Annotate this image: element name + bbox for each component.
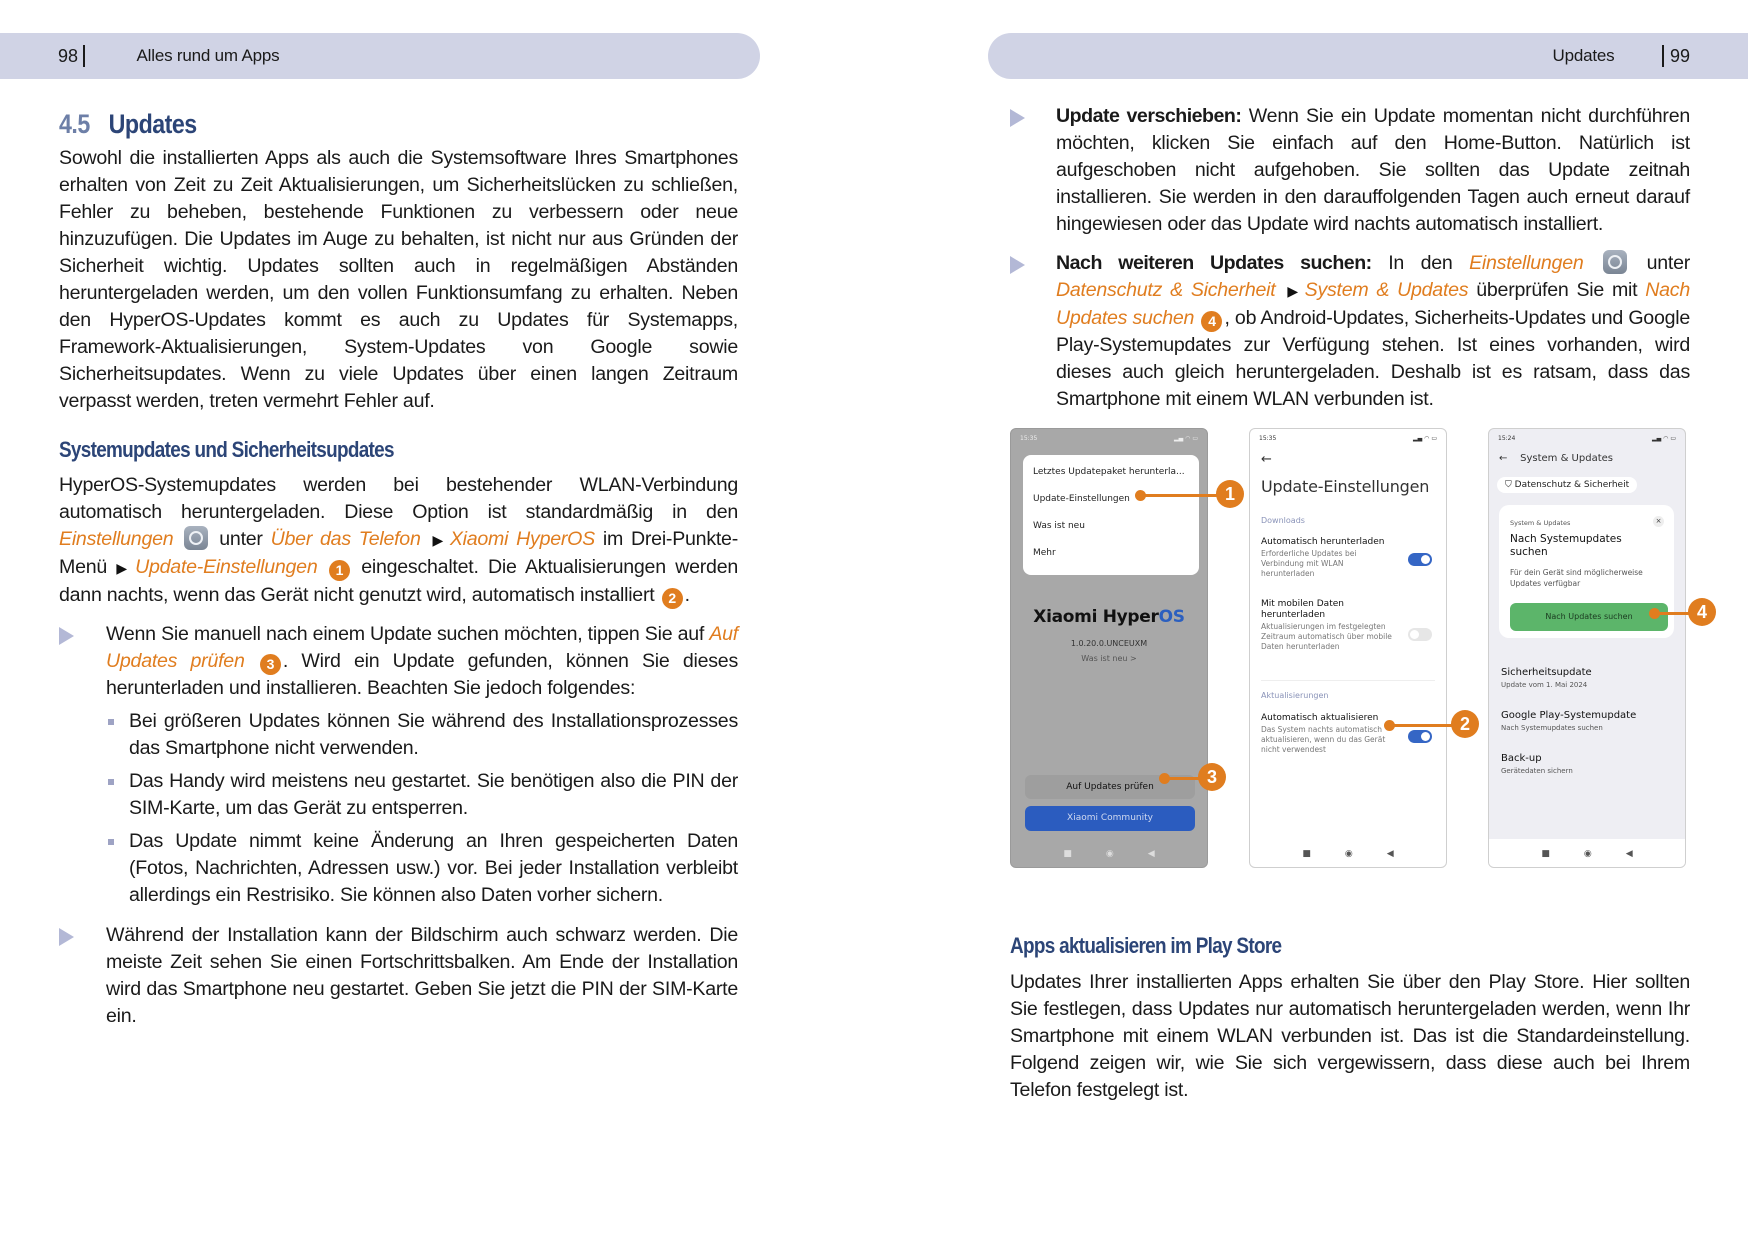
status-time: 15:35 bbox=[1020, 435, 1038, 442]
sub-list-item-text: Bei größeren Updates können Sie während des Installationsprozesses das Smartphone nicht verwenden. bbox=[129, 710, 738, 759]
setting-desc: Aktualisierungen im festgelegten Zeitraum automatisch über mobile Daten herunterladen bbox=[1261, 622, 1392, 651]
right-page-header bbox=[988, 33, 1748, 79]
group-label: Aktualisierungen bbox=[1261, 691, 1329, 700]
callout-badge-4: 4 bbox=[1201, 311, 1222, 332]
community-button[interactable]: Xiaomi Community bbox=[1025, 806, 1195, 831]
brand-accent: OS bbox=[1158, 607, 1185, 627]
header-separator bbox=[1662, 45, 1664, 67]
list-item-sub: Update vom 1. Mai 2024 bbox=[1501, 681, 1588, 689]
link-xiaomi-hyperos: Xiaomi HyperOS bbox=[449, 528, 595, 550]
breadcrumb-chip[interactable] bbox=[1497, 477, 1637, 493]
running-title: Updates bbox=[1552, 46, 1615, 65]
sub-list-item-text: Das Update nimmt keine Änderung an Ihren gespeicherten Daten (Fotos, Nachrichten, Adressen usw.) vor. Bei jeder Installation verbleibt allerdings ein Restrisiko. Sie können also Daten vorher sichern. bbox=[129, 830, 738, 906]
sub-list-item-text: Das Handy wird meistens neu gestartet. Sie benötigen also die PIN der SIM-Karte, um das Gerät zu entsperren. bbox=[129, 770, 738, 819]
recents-icon[interactable]: ■ bbox=[1063, 849, 1072, 859]
left-page-body bbox=[59, 104, 738, 1030]
section-title bbox=[59, 104, 643, 144]
list-item-sub: Gerätedaten sichern bbox=[1501, 767, 1573, 775]
list-item-text bbox=[106, 621, 738, 702]
text: im Drei-Punkte-Menü bbox=[59, 528, 738, 578]
brand-text: Xiaomi Hyper bbox=[1033, 607, 1159, 627]
setting-title: Automatisch herunterladen bbox=[1261, 537, 1385, 547]
screenshot-update-settings bbox=[1249, 428, 1447, 868]
right-page-body bbox=[1010, 103, 1690, 413]
status-icons: ▂▄ ◠ ▭ bbox=[1413, 435, 1437, 442]
link-datenschutz-sicherheit: Datenschutz & Sicherheit bbox=[1056, 279, 1276, 301]
callout-badge-3: 3 bbox=[260, 654, 281, 675]
list-item-title[interactable]: Google Play-Systemupdate bbox=[1501, 710, 1637, 721]
text: . Wird ein Update gefunden, können Sie dieses herunterladen und installieren. Beachten Sie jedoch folgendes: bbox=[106, 650, 738, 699]
header-separator bbox=[83, 45, 85, 67]
hyperos-logo bbox=[1011, 607, 1207, 627]
list-item-sub: Nach Systemupdates suchen bbox=[1501, 724, 1603, 732]
card-kicker: System & Updates bbox=[1510, 519, 1571, 527]
link-update-einstellungen: Update-Einstellungen bbox=[135, 556, 318, 578]
square-bullet-icon bbox=[108, 719, 114, 725]
card-desc: Für dein Gerät sind möglicherweise Updates verfügbar bbox=[1510, 568, 1643, 588]
text: HyperOS-Systemupdates werden bei bestehender WLAN-Verbindung automatisch heruntergeladen. Diese Option ist standardmäßig in den bbox=[59, 474, 738, 523]
paragraph: Updates Ihrer installierten Apps erhalten Sie über den Play Store. Hier sollten Sie festlegen, dass Updates nur automatisch heruntergeladen werden, wenn Ihr Smartphone mit einem WLAN verbunden ist. Das ist die Standardeinstellung. Folgend zeigen wir, wie Sie sich vergewissern, dass diese auch bei Ihrem Telefon festgelegt ist. bbox=[1010, 971, 1690, 1101]
nav-bar bbox=[1489, 849, 1685, 859]
list-item-title[interactable]: Sicherheitsupdate bbox=[1501, 667, 1592, 678]
list-item-text: Während der Installation kann der Bildschirm auch schwarz werden. Die meiste Zeit sehen Sie einen Fortschrittsbalken. Am Ende der Installation wird das Smartphone neu gestartet. Geben Sie jetzt die PIN der SIM-Karte ein. bbox=[106, 924, 738, 1027]
text: , ob Android-Updates, Sicherheits-Updates und Google Play-Systemupdates zur Verfügung stehen. Ist eines vorhanden, wird dieses auch gleich heruntergeladen. Deshalb ist es ratsam, dass das Smartphone mit einem WLAN verbunden ist. bbox=[1056, 307, 1690, 410]
auto-update-toggle[interactable] bbox=[1408, 730, 1432, 743]
paragraph bbox=[59, 472, 738, 609]
page-number: 99 bbox=[1669, 45, 1690, 66]
list-item-lead: Update verschieben: bbox=[1056, 105, 1242, 127]
link-nach-updates-suchen: Nach Updates suchen bbox=[1056, 279, 1690, 329]
text: eingeschaltet. Die Aktualisierungen werden dann nachts, wenn das Gerät nicht genutzt wird, automatisch installiert bbox=[59, 556, 738, 606]
sub-list-item bbox=[106, 828, 738, 909]
back-arrow-icon[interactable]: ← bbox=[1261, 452, 1272, 467]
setting-desc: Erforderliche Updates bei Verbindung mit WLAN herunterladen bbox=[1261, 549, 1357, 578]
text: unter bbox=[1630, 252, 1690, 274]
divider bbox=[1261, 680, 1435, 681]
setting-desc: Das System nachts automatisch aktualisieren, wenn du das Gerät nicht verwendest bbox=[1261, 725, 1386, 754]
list-item-lead: Nach weiteren Updates suchen: bbox=[1056, 252, 1372, 274]
section-title-text: Updates bbox=[108, 109, 197, 139]
list-item-text bbox=[1056, 103, 1690, 238]
whats-new-link[interactable]: Was ist neu > bbox=[1081, 654, 1137, 663]
home-icon[interactable]: ◉ bbox=[1583, 849, 1592, 859]
version-text: 1.0.20.0.UNCEUXM bbox=[1070, 639, 1148, 648]
chip-label: Datenschutz & Sicherheit bbox=[1514, 480, 1630, 490]
shield-icon: ⛉ bbox=[1505, 480, 1512, 490]
text: überprüfen Sie mit bbox=[1468, 279, 1646, 301]
back-arrow-icon[interactable]: ← bbox=[1499, 453, 1508, 464]
link-einstellungen: Einstellungen bbox=[1469, 252, 1584, 274]
list-item bbox=[59, 621, 738, 909]
arrow-bullet-icon bbox=[59, 627, 74, 645]
sub-list-item bbox=[106, 768, 738, 822]
mobile-data-toggle[interactable] bbox=[1408, 628, 1432, 641]
callout-badge-1: 1 bbox=[329, 560, 350, 581]
group-label: Downloads bbox=[1261, 516, 1305, 525]
text: Wenn Sie ein Update momentan nicht durchführen möchten, klicken Sie einfach auf den Home-Button. Natürlich ist aufgeschoben nicht aufgehoben. Sie sollten das Update zeitnah installieren. Sie werden in den darauffolgenden Tagen auch erneut darauf hingewiesen oder das Update wird nachts automatisch installiert. bbox=[1056, 105, 1691, 235]
recents-icon[interactable]: ■ bbox=[1302, 849, 1311, 859]
list-item-title[interactable]: Back-up bbox=[1501, 753, 1542, 764]
nav-bar bbox=[1250, 849, 1446, 859]
settings-gear-icon bbox=[1603, 250, 1627, 274]
sub-list-item bbox=[106, 708, 738, 762]
arrow-bullet-icon bbox=[1010, 256, 1025, 274]
status-bar bbox=[1020, 435, 1198, 442]
update-card bbox=[1499, 505, 1674, 638]
callout-number-4: 4 bbox=[1688, 598, 1716, 626]
status-icons: ▂▄ ◠ ▭ bbox=[1174, 435, 1198, 442]
status-icons: ▂▄ ◠ ▭ bbox=[1652, 435, 1676, 442]
link-einstellungen: Einstellungen bbox=[59, 528, 174, 550]
callout-line bbox=[1389, 724, 1459, 727]
card-title: Nach Systemupdates suchen bbox=[1510, 533, 1622, 558]
arrow-bullet-icon bbox=[59, 928, 74, 946]
menu-path-arrow-icon: ▶ bbox=[116, 560, 132, 576]
callout-number-2: 2 bbox=[1451, 710, 1479, 738]
menu-item[interactable]: Was ist neu bbox=[1033, 521, 1085, 531]
link-auf-updates-pruefen: Auf Updates prüfen bbox=[106, 623, 738, 672]
back-icon[interactable]: ◀ bbox=[1386, 849, 1394, 859]
screen-title: System & Updates bbox=[1520, 453, 1613, 464]
auto-download-toggle[interactable] bbox=[1408, 553, 1432, 566]
status-time: 15:24 bbox=[1498, 435, 1516, 442]
list-item-text bbox=[1056, 250, 1690, 413]
text: . bbox=[684, 584, 690, 606]
text: Wenn Sie manuell nach einem Update suchen möchten, tippen Sie auf bbox=[106, 623, 710, 645]
close-icon[interactable]: × bbox=[1653, 516, 1664, 527]
status-time: 15:35 bbox=[1259, 435, 1277, 442]
text: unter bbox=[211, 528, 271, 550]
status-bar bbox=[1498, 435, 1676, 442]
menu-item[interactable]: Update-Einstellungen bbox=[1033, 494, 1130, 504]
recents-icon[interactable]: ■ bbox=[1541, 849, 1550, 859]
page-number: 98 bbox=[58, 45, 79, 66]
callout-number-3: 3 bbox=[1198, 763, 1226, 791]
menu-item[interactable]: Letztes Updatepaket herunterla... bbox=[1033, 467, 1185, 477]
search-updates-button[interactable]: Nach Updates suchen bbox=[1510, 603, 1668, 631]
back-icon[interactable]: ◀ bbox=[1625, 849, 1633, 859]
overflow-menu bbox=[1023, 455, 1199, 575]
arrow-bullet-icon bbox=[1010, 109, 1025, 127]
intro-paragraph: Sowohl die installierten Apps als auch die Systemsoftware Ihres Smartphones erhalten von Zeit zu Zeit Aktualisierungen, um Sicherheitslücken zu schließen, Fehler zu beheben, bestehende Funktionen zu verbessern oder neue hinzuzufügen. Die Updates im Auge zu behalten, ist nicht nur aus Gründen der Sicherheit wichtig. Updates sollten auch in regelmäßigen Abständen heruntergeladen werden, um den vollen Funktionsumfang zu erhalten. Neben den HyperOS-Updates kommt es auch zu Updates für Systemapps, Framework-Aktualisierungen, System-Updates von Google sowie Sicherheitsupdates. Wenn zu viele Updates über einen langen Zeitraum verpasst werden, treten vermehrt Fehler auf. bbox=[59, 147, 738, 412]
list-item bbox=[59, 922, 738, 1030]
check-updates-button[interactable]: Auf Updates prüfen bbox=[1025, 775, 1195, 799]
screen-header bbox=[1499, 453, 1613, 464]
status-bar bbox=[1259, 435, 1437, 442]
back-icon[interactable]: ◀ bbox=[1147, 849, 1155, 859]
nav-bar bbox=[1011, 849, 1207, 859]
home-icon[interactable]: ◉ bbox=[1105, 849, 1114, 859]
link-ueber-das-telefon: Über das Telefon bbox=[270, 528, 421, 550]
list-item bbox=[1010, 250, 1690, 413]
link-system-updates: System & Updates bbox=[1304, 279, 1469, 301]
text: In den bbox=[1371, 252, 1470, 274]
section-number: 4.5 bbox=[59, 109, 90, 139]
subheading: Apps aktualisieren im Play Store bbox=[1010, 933, 1282, 958]
subheading: Systemupdates und Sicherheitsupdates bbox=[59, 437, 394, 462]
screenshot-system-updates bbox=[1488, 428, 1686, 868]
play-store-section bbox=[1010, 932, 1690, 1104]
square-bullet-icon bbox=[108, 839, 114, 845]
menu-item[interactable]: Mehr bbox=[1033, 548, 1056, 558]
home-icon[interactable]: ◉ bbox=[1344, 849, 1353, 859]
square-bullet-icon bbox=[108, 779, 114, 785]
settings-gear-icon bbox=[184, 526, 208, 550]
screen-title: Update-Einstellungen bbox=[1261, 477, 1430, 496]
callout-number-1: 1 bbox=[1216, 480, 1244, 508]
left-page-header bbox=[0, 33, 760, 79]
setting-title: Automatisch aktualisieren bbox=[1261, 713, 1379, 723]
running-title: Alles rund um Apps bbox=[136, 46, 280, 65]
setting-title: Mit mobilen Daten herunterladen bbox=[1261, 599, 1344, 620]
callout-badge-2: 2 bbox=[662, 588, 683, 609]
list-item bbox=[1010, 103, 1690, 238]
menu-path-arrow-icon: ▶ bbox=[1287, 283, 1301, 299]
menu-path-arrow-icon: ▶ bbox=[432, 532, 446, 548]
